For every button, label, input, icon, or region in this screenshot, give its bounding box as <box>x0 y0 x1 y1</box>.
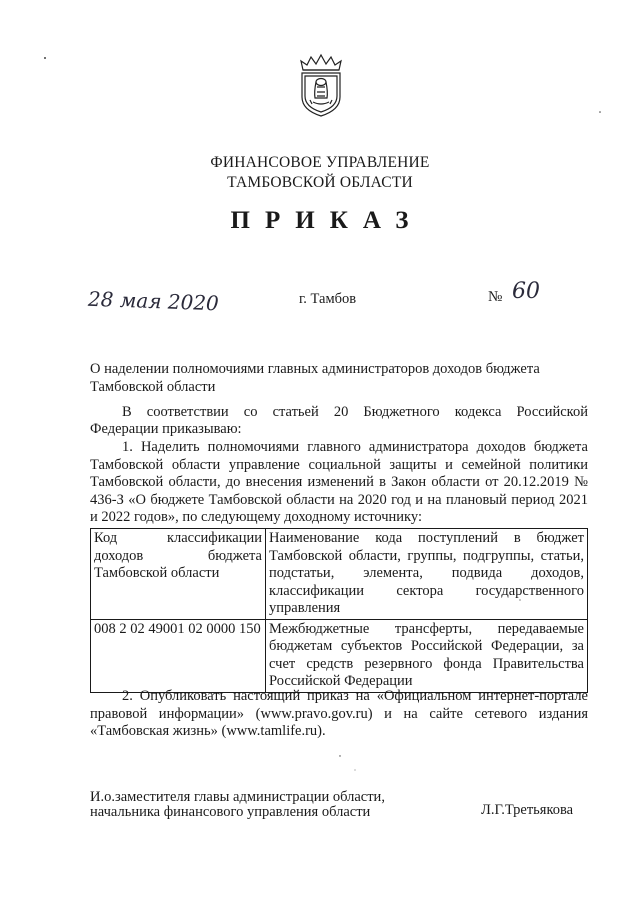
coat-of-arms-icon <box>295 52 347 118</box>
revenue-source-table <box>90 528 588 693</box>
signatory-title-line1: И.о.заместителя главы администрации области, <box>90 789 385 805</box>
signatory-name: Л.Г.Третьякова <box>481 802 574 818</box>
number-label: № <box>488 289 503 305</box>
signatory-title <box>90 790 385 820</box>
table-cell-name: Межбюджетные трансферты, передаваемые бюджетам субъектов Российской Федерации, за счет средств резервного фонда Правительства Российской Федерации <box>266 619 588 692</box>
handwritten-number: 60 <box>512 279 540 304</box>
order-subject: О наделении полномочиями главных администраторов доходов бюджета Тамбовской области <box>90 361 540 395</box>
table-row <box>91 619 588 692</box>
intro-line2: Федерации приказываю: <box>90 421 242 437</box>
order-item-1: 1. Наделить полномочиями главного администратора доходов бюджета Тамбовской области управление социальной защиты и семейной политики Тамбовской области, до внесения изменений в Закон области от 20.12.2019 № 436-З «О бюджете Тамбовской области на 2020 год и на плановый период 2021 и 2022 годов», по следующему доходному источнику: <box>90 439 588 525</box>
signatory-title-line2: начальника финансового управления области <box>90 804 371 820</box>
org-name-line2: ТАМБОВСКОЙ ОБЛАСТИ <box>227 174 413 191</box>
document-type: ПРИКАЗ <box>230 207 424 234</box>
table-cell-code: 008 2 02 49001 02 0000 150 <box>91 619 266 692</box>
handwritten-date: 28 мая 2020 <box>87 286 220 316</box>
table-header-cell: Код классификации доходов бюджета Тамбовской области <box>91 529 266 620</box>
table-header-cell: Наименование кода поступлений в бюджет Тамбовской области, группы, подгруппы, статьи, подстатьи, элемента, подвида доходов, классификации сектора государственного управления <box>266 529 588 620</box>
table-header-row <box>91 529 588 620</box>
order-item-2: 2. Опубликовать настоящий приказ на «Официальном интернет-портале правовой информации» (www.pravo.gov.ru) и на сайте сетевого издания «Тамбовская жизнь» (www.tamlife.ru). <box>90 688 588 739</box>
city: г. Тамбов <box>299 291 357 307</box>
intro-line1: В соответствии со статьей 20 Бюджетного кодекса Российской <box>122 404 588 420</box>
org-name-line1: ФИНАНСОВОЕ УПРАВЛЕНИЕ <box>210 154 430 171</box>
